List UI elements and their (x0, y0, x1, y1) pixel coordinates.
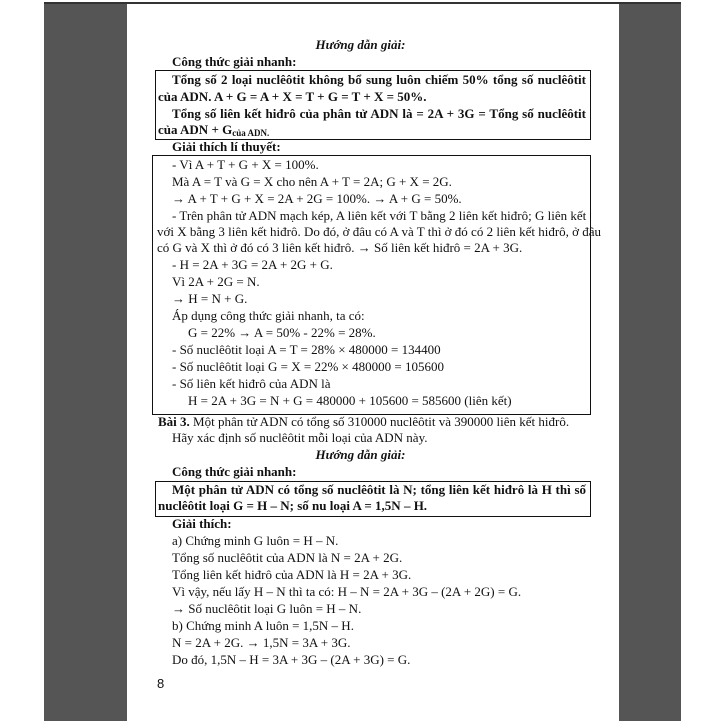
theory-line: - Vì A + T + G + X = 100%. (172, 157, 319, 172)
theory-line: Áp dụng công thức giải nhanh, ta có: (172, 308, 365, 323)
explain-label: Giải thích: (172, 516, 232, 531)
guide-heading: Hướng dẫn giải: (315, 37, 406, 52)
theory-line: Vì 2A + 2G = N. (172, 274, 260, 289)
explain-line: Vì vậy, nếu lấy H – N thì ta có: H – N = 2A + 3G – (2A + 2G) = G. (172, 584, 522, 599)
exercise-3 (158, 414, 569, 430)
explain-line: a) Chứng minh G luôn = H – N. (172, 533, 339, 548)
page-number: 8 (157, 676, 165, 691)
theory-line: - Số liên kết hiđrô của ADN là (172, 376, 331, 391)
exercise-label: Bài 3. (158, 414, 190, 429)
box1-line (158, 122, 269, 138)
quick-formula-label-2: Công thức giải nhanh: (172, 464, 297, 479)
theory-line: G = 22% → A = 50% - 22% = 28%. (188, 325, 376, 340)
explain-line: Tổng số nuclêôtit của ADN là N = 2A + 2G. (172, 550, 403, 565)
exercise-text: Một phân tử ADN có tổng số 310000 nuclêôtit và 390000 liên kết hiđrô. (193, 414, 570, 429)
theory-line: Mà A = T và G = X cho nên A + T = 2A; G + X = 2G. (172, 174, 452, 189)
right-gray-margin (619, 3, 681, 721)
theory-line: H = 2A + 3G = N + G = 480000 + 105600 = 585600 (liên kết) (188, 393, 512, 408)
theory-line: → A + T + G + X = 2A + 2G = 100%. → A + G = 50%. (172, 191, 462, 206)
explain-line: → Số nuclêôtit loại G luôn = H – N. (172, 601, 362, 616)
theory-line: - Số nuclêôtit loại A = T = 28% × 480000 = 134400 (172, 342, 441, 357)
theory-line: có G và X thì ở đó có 3 liên kết hiđrô. → Số liên kết hiđrô = 2A + 3G. (157, 240, 523, 255)
explain-line: N = 2A + 2G. → 1,5N = 3A + 3G. (172, 635, 351, 650)
left-gray-margin (44, 3, 127, 721)
box1-line: Tổng số liên kết hiđrô của phân tử ADN là = 2A + 3G = Tổng số nuclêôtit (172, 106, 586, 121)
explain-line: b) Chứng minh A luôn = 1,5N – H. (172, 618, 354, 633)
theory-line: → H = N + G. (172, 291, 248, 306)
guide-heading-2: Hướng dẫn giải: (315, 447, 406, 462)
box3-line: Một phân tử ADN có tổng số nuclêôtit là N; tổng liên kết hiđrô là H thì số (172, 482, 586, 497)
box1-line: Tổng số 2 loại nuclêôtit không bổ sung luôn chiếm 50% tổng số nuclêôtit (172, 72, 586, 87)
box3-line: nuclêôtit loại G = H – N; số nu loại A = 1,5N – H. (158, 498, 428, 513)
theory-line: với X bằng 3 liên kết hiđrô. Do đó, ở đâu có A và T thì ở đó có 2 liên kết hiđrô, ở đâu (157, 224, 602, 239)
exercise-3-line2: Hãy xác định số nuclêôtit mỗi loại của ADN này. (172, 430, 428, 445)
theory-line: - H = 2A + 3G = 2A + 2G + G. (172, 257, 333, 272)
box1-text: của ADN + G (158, 122, 233, 137)
box1-subscript: của ADN. (232, 128, 270, 138)
explain-line: Tổng liên kết hiđrô của ADN là H = 2A + 3G. (172, 567, 412, 582)
theory-label: Giải thích lí thuyết: (172, 139, 281, 154)
quick-formula-label: Công thức giải nhanh: (172, 54, 297, 69)
theory-line: - Số nuclêôtit loại G = X = 22% × 480000 = 105600 (172, 359, 444, 374)
box1-line: của ADN. A + G = A + X = T + G = T + X = 50%. (158, 89, 427, 104)
theory-line: - Trên phân tử ADN mạch kép, A liên kết với T bằng 2 liên kết hiđrô; G liên kết (172, 208, 587, 223)
explain-line: Do đó, 1,5N – H = 3A + 3G – (2A + 3G) = G. (172, 652, 411, 667)
